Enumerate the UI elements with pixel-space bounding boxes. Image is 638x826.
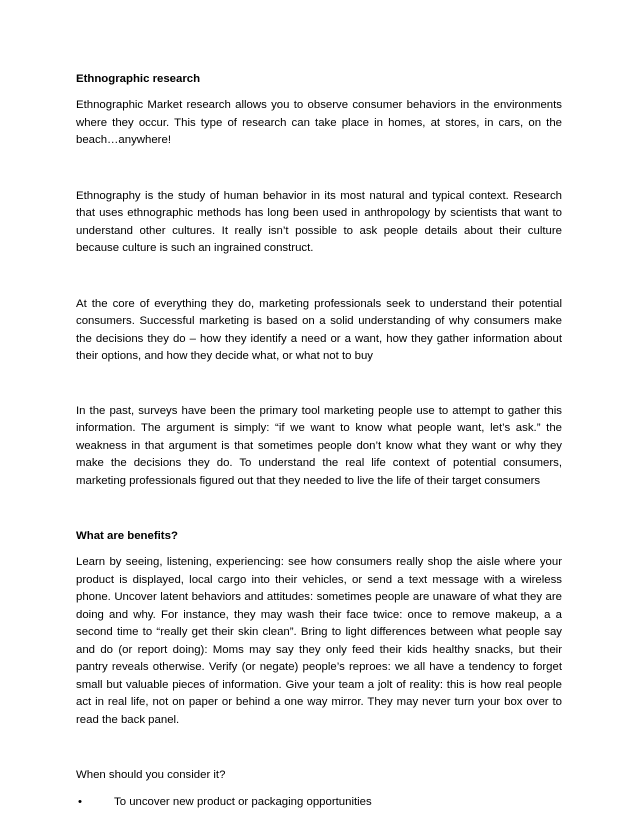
- section-heading-benefits: What are benefits?: [76, 530, 178, 542]
- section-heading-ethnographic-research: Ethnographic research: [76, 73, 201, 85]
- paragraph-surveys: In the past, surveys have been the primary tool marketing people use to attempt to gather this information. The argument is simply: “if we want to know what people want, let’s ask.” the weakness in that argument is that sometimes people don’t know what they want or why they make the decisions they do. To understand the real life context of potential consumers, marketing professionals figured out that they needed to live the life of their target consumers: [76, 404, 562, 487]
- bullet-text: To uncover new product or packaging opportunities: [114, 795, 372, 808]
- paragraph-when-consider: When should you consider it?: [76, 769, 226, 781]
- paragraph-benefits: Learn by seeing, listening, experiencing: see how consumers really shop the aisle where your product is displayed, local cargo into their vehicles, or send a text message with a wireless phone. Uncover latent behaviors and attitudes: sometimes people are unaware of what they are doing and why. For instance, they may wash their face twice: once to remove makeup, a a second time to “really get their skin clean”. Bring to light differences between what people say and do (or report doing): Moms may say they only feed their kids healthy snacks, but their pantry reveals otherwise. Verify (or negate) people’s reproes: we all have a tendency to forget small but valuable pieces of information. Give your team a jolt of reality: this is how real people act in real life, not on paper or behind a one way mirror. They may never turn your box over to read the back panel.: [76, 556, 562, 726]
- paragraph-marketing-core: At the core of everything they do, marketing professionals seek to understand their potential consumers. Successful marketing is based on a solid understanding of why consumers make the decisions they do – how they identify a need or a want, how they gather information about their options, and how they decide what, or what not to buy: [76, 297, 562, 362]
- document-page: [76, 71, 562, 811]
- paragraph-ethnography-definition: Ethnography is the study of human behavior in its most natural and typical context. Research that uses ethnographic methods has long been used in anthropology by scientists that want to understand other cultures. It really isn’t possible to ask people details about their culture because culture is such an ingrained construct.: [76, 189, 562, 254]
- paragraph-intro: Ethnographic Market research allows you to observe consumer behaviors in the environments where they occur. This type of research can take place in homes, at stores, in cars, on the beach…anywhere!: [76, 99, 562, 146]
- bullet-icon: •: [78, 795, 82, 808]
- bullet-list-item: [76, 794, 562, 811]
